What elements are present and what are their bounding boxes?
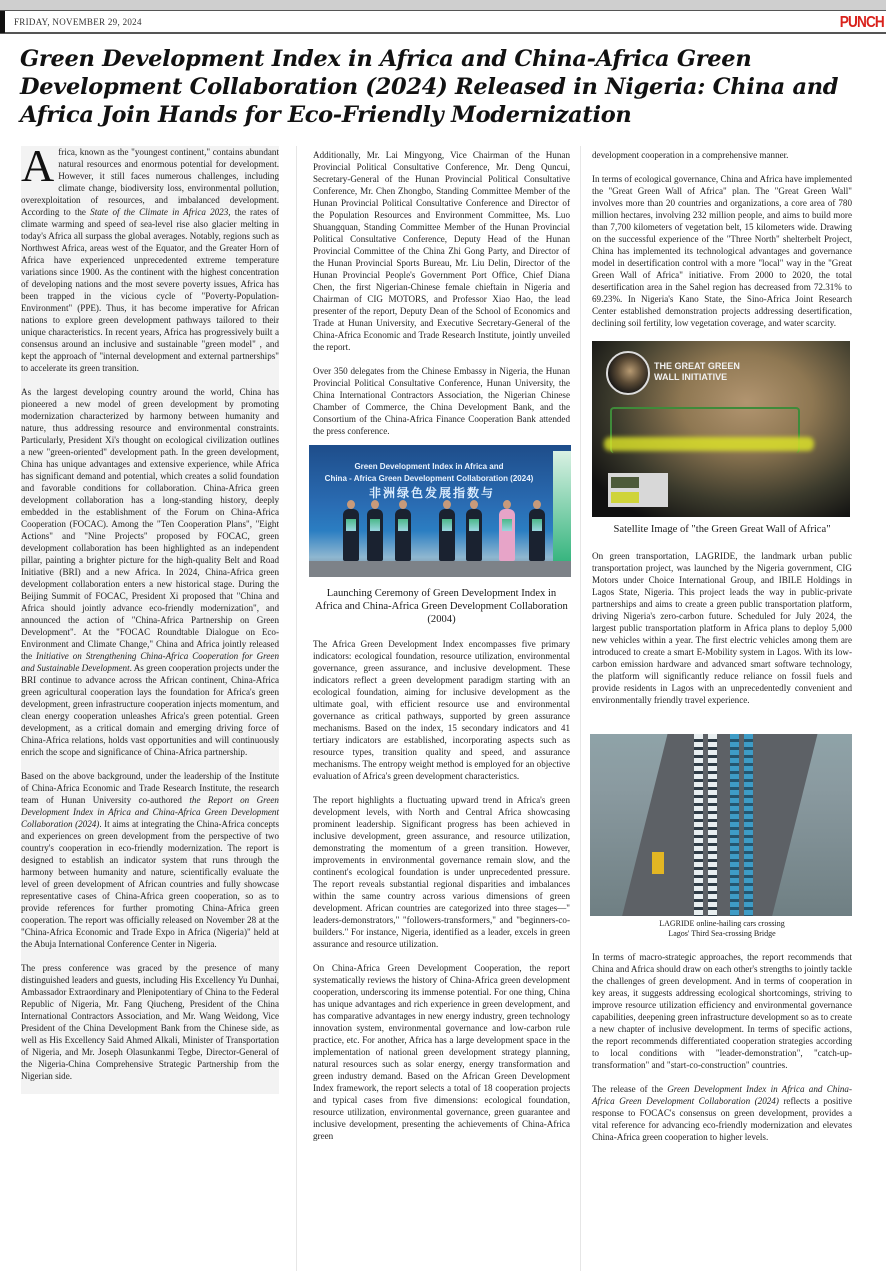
legend-swatch-focus [611,492,639,503]
map-title: THE GREAT GREEN WALL INITIATIVE [654,361,740,382]
paragraph: Based on the above background, under the leadership of the Institute of China-Africa Economic and Trade Research Institute, the research team of Hunan University co-authored the Report on Green Development Index in Africa and China-Africa Green Development Collaboration (2024). It aims at integrating the China-Africa concepts and experiences on green development from the perspective of two country's cooperation in eco-friendly modernization. The report is designed to establish an indicator system that runs through the harmony between humanity and nature, scientifically evaluate the level of green development of African countries and fully showcase representative cases of China-Africa green cooperation, so as to provide references for further promoting China-Africa green cooperation. The report was officially released on November 28 at the "China-Africa Economic and Trade Expo in Africa (Nigeria)" held at the Abuja International Conference Center in Nigeria. [21,771,279,949]
cited-title: State of the Climate in Africa 2023 [90,207,229,217]
globe-icon [606,351,650,395]
great-green-wall-map [592,341,850,517]
report-book [442,519,452,531]
car-lane [744,734,753,916]
bridge-road [618,734,820,916]
report-book [346,519,356,531]
person [499,509,515,561]
paragraph: Additionally, Mr. Lai Mingyong, Vice Chairman of the Hunan Provincial Political Consultative Conference, Mr. Deng Quncui, Secretary-General of the Hunan Provincial Political Consultative Conference, Mr. Chen Zhongbo, Standing Committee Member of the Hunan Provincial Political Consultative Conference and Director of the Population Resources and Environment Committee, Ms. Luo Shuangquan, Standing Committee Member of the Hunan Provincial Political Consultative Conference, Deputy Head of the Hunan Provincial Committee of the China Zhi Gong Party, and Director of the Hunan Provincial Sports Bureau, Mr. Liu Delin, Director of the Hunan Provincial People's Government Port Office, Chief Diana Chen, the first Nigerian-Chinese female chieftain in Nigeria and Chairman of CIG MOTORS, and Professor Xiao Hao, the lead presenter of the report, Deputy Dean of the School of Economics and Trade at Hunan University, and Executive Secretary-General of the China-Africa Economic and Trade Research Institute, jointly unveiled the report. [313,150,570,352]
paragraph: In terms of macro-strategic approaches, the report recommends that China and Africa should draw on each other's strengths to jointly tackle the challenges of green development. And in terms of cooperation in key areas, it suggests addressing ecological shortcomings, striving to improve resource utilization efficiency and environmental governance capabilities, deepening green infrastructure development so as to create a new chapter of inclusive development. In terms of specific actions, the report recommends differentiated cooperation strategies according to local conditions with "leader-demonstration", "catch-up-transformation" and "start-co-construction" countries. [592,952,852,1070]
person [466,509,482,561]
cited-title: the Report on Green Development Index in Africa and China-Africa Green Development Collaboration (2024) [21,795,279,829]
person [529,509,545,561]
photo-banner-text: Green Development Index in Africa and [354,462,504,471]
headline: Green Development Index in Africa and China-Africa Green Development Collaboration (2024) Released in Nigeria: China and Africa Join Hands for Eco-Friendly Modernization [20,46,839,128]
paragraph: On green transportation, LAGRIDE, the landmark urban public transportation project, was launched by the Nigeria government, CIG Motors under Choice International Group, and IBILE Holdings in Lagos State, Nigeria. This project leads the way in public-private partnerships and aims to create a green public transportation platform, driving Nigeria's zero-carbon future. Scheduled for July 2024, the largest public transportation platform in Africa plans to deploy 5,000 new vehicles within a year. The first electric vehicles among them are introduced to create a smart E-Mobility system in Lagos. With its low-carbon emission hardware and advanced smart software technology, the platform will significantly reduce reliance on fossil fuels and provide residents in Lagos with an unprecedentedly convenient and environmentally friendly travel experience. [592,551,852,705]
paragraph: The press conference was graced by the presence of many distinguished leaders and guests, including His Excellency Yu Dunhai, Ambassador Extraordinary and Plenipotentiary of China to the Federal Republic of Nigeria, Mr. Fang Qiucheng, President of the China International Contractors Association, and Mr. Wang Weidong, Vice President of the China Development Bank from the Chinese side, as well as His Excellency Said Ahmed Alkali, Minister of Transportation of Nigeria, and Mr. Joseph Olasunkanmi Tegbe, Director-General of the Nigeria-China Comprehensive Strategic Partnership from the Nigerian side. [21,963,279,1081]
map-caption: Satellite Image of "the Green Great Wall of Africa" [613,524,831,535]
bridge-caption: LAGRIDE online-hailing cars crossing Lagos' Third Sea-crossing Bridge [659,919,785,938]
column-divider [580,146,581,1271]
article-column-2 [313,149,570,1154]
article-column-3 [592,149,852,1155]
paragraph: The release of the Green Development Index in Africa and China-Africa Green Development Collaboration (2024) reflects a positive response to FOCAC's consensus on green development, provides a vital reference for advancing eco-friendly modernization and elevates China-Africa green cooperation to higher levels. [592,1084,852,1142]
paragraph-intro: Africa, known as the "youngest continent," contains abundant natural resources and enormous potential for development. However, it still faces numerous challenges, including climate change, biodiversity loss, environmental pollution, overexploitation of resources, and imbalanced development. According to the State of the Climate in Africa 2023, the rates of climate warming and speed of sea-level rise also glacier melting in today's Africa all surpass the global averages. Notably, regions such as Northwest Africa, areas west of the Equator, and the Greater Horn of Africa have experienced unprecedented extreme temperature variations since 1900. As the continent with the highest concentration of developing nations and the most severe poverty issues, Africa has been trapped in the vicious cycle of "Poverty-Population-Environment" (PPE). Thus, it has become imperative for African nations to explore green development pathways tailored to their unique characteristics. In recent years, Africa has progressively built a consensus around an inclusive and sustainable "green model" , and kept the approach of "internal development and external partnerships" to accelerate its green transition. [21,140,279,373]
person [343,509,359,561]
cited-title: Green Development Index in Africa and China-Africa Green Development Collaboration (2024) [592,1084,852,1106]
article-column-1 [21,140,279,1094]
paragraph: In terms of ecological governance, China and Africa have implemented the "Great Green Wall of Africa" plan. The "Great Green Wall" involves more than 20 countries and organizations, a core area of 780 million hectares, involving 232 million people, and aims to build more than 7,700 kilometers of vegetation belt, 15 kilometers wide. Drawing on the successful experience of the "Three North" shelterbelt Project, China has implemented its technological advantages and governance model in desertification control with a more "local" way in the "Great Green Wall of Africa" initiative. From 2000 to 2020, the total desertification area in the Sahel region has decreased from 72.31% to 69.23%. In Nigeria's Kano State, the Sino-Africa Joint Research Center established demonstration projects addressing desertification, declining soil fertility, low vegetation coverage, and water scarcity. [592,174,852,328]
column-divider [296,146,297,1271]
paragraph: The Africa Green Development Index encompasses five primary indicators: ecological foundation, resource utilization, environmental governance, green assurance, and inclusive development. These indicators reflect a green development paradigm starting with an ecological foundation, aiming for inclusive development as the ultimate goal, with efficient resource use and environmental governance as critical pathways, supported by green assurance mechanisms. Based on the index, 15 secondary indicators and 41 tertiary indicators are established, incorporating aspects such as resource types, transition quality and speed, and assurance mechanisms. The entropy weight method is employed for an objective evaluation of Africa's green development characteristics. [313,639,570,781]
launch-ceremony-photo [309,445,571,577]
person [395,509,411,561]
photo-banner-text: China - Africa Green Development Collaboration (2024) [324,474,534,483]
page-top-edge [0,0,886,10]
report-book [532,519,542,531]
map-legend [608,473,668,507]
report-book [370,519,380,531]
photo-banner-chinese: 非洲绿色发展指数与 [369,486,496,500]
sahel-focus-band [604,437,814,451]
yellow-bus [652,852,664,874]
legend-swatch-countries [611,477,639,488]
lagride-bridge-photo [590,734,852,916]
person [367,509,383,561]
paragraph: As the largest developing country around the world, China has pioneered a new model of green development by promoting modernization characterized by harmony between humanity and nature, thus addressing resource and environmental constraints. Particularly, President Xi's thought on ecological civilization outlines a new "green-oriented" development path. In the green development, China has unique advantages and extensive experience, while Africa has significant demand and potential, which creates a solid foundation and favorable conditions for collaboration. China-Africa green development collaboration has a long-standing history, deeply embedded in the establishment of the Forum on China-Africa Cooperation (FOCAC). Among the "Ten Cooperation Plans", "Eight Actions" and "Nine Projects" proposed by FOCAC, green development collaboration has been highlighted as an independent pillar, painting a brighter picture for the high-quality Belt and Road Initiative (BRI) and a new Africa. In 2024, China-Africa green development collaboration enters a new historical stage. During the Beijing Summit of FOCAC, President Xi proposed that "China and Africa should jointly advance eco-friendly modernization", and announced the action of "China-Africa Partnership on Green Development". At the "FOCAC Roundtable Dialogue on Eco-Environment and Climate Change," China and Africa jointly released the Initiative on Strengthening China-Africa Cooperation for Green and Sustainable Development. As green cooperation projects under the BRI continue to advance across the African continent, China-Africa green agricultural cooperation lays the foundation for Africa's green development, green infrastructure cooperation injects momentum, and clean energy cooperation unleashes Africa's green potential. Green development, as a critical domain and emerging driving force of China-Africa relations, holds vast opportunities and will continuously enrich the scope and significance of China-Africa partnership. [21,387,279,757]
cited-title: Initiative on Strengthening China-Africa Cooperation for Green and Sustainable Development [21,651,279,673]
car-lane [694,734,703,916]
paragraph: Over 350 delegates from the Chinese Embassy in Nigeria, the Hunan Provincial Political Consultative Conference, Hunan University, the China International Contractors Association, the Nigerian Chinese Chamber of Commerce, the China Development Bank, and the Consortium of the China-Africa Finance Cooperation Bank attended the press conference. [313,366,570,436]
report-book [398,519,408,531]
report-book [469,519,479,531]
paragraph: development cooperation in a comprehensive manner. [592,150,789,160]
dateline: FRIDAY, NOVEMBER 29, 2024 [14,16,142,27]
page-marker [0,11,5,33]
person [439,509,455,561]
stage-panel [553,451,571,567]
masthead [0,10,886,34]
paragraph: On China-Africa Green Development Cooperation, the report systematically reviews the history of China-Africa green development cooperation, underscoring its immense potential. For one thing, China has unique advantages and rich experience in green development, and has comparative advantages in new energy industry, green technology innovation system, environmental governance and low-carbon rule practice, etc. For another, Africa has a large development space in the implementation of national green development strategy planning, natural resources such as solar energy, energy transformation and green industry demand. Based on the African Green Development Index framework, the report selects a total of 18 cooperation projects and typical cases from five dimensions: ecological foundation, resource utilization, environmental governance, green guarantee and inclusive development, presenting the achievements of China-Africa green [313,963,570,1141]
car-lane [730,734,739,916]
drop-cap: A [21,140,55,191]
paragraph: The report highlights a fluctuating upward trend in Africa's green development levels, with North and Central Africa showcasing prominent leadership. Significant progress has been achieved in inclusive development, green assurance, and resource utilization, demonstrating the momentum of a green transition. However, improvements in environmental governance remain slow, and the continent's ecological foundation is under unprecedented pressure. The report reveals substantial regional disparities and imbalances within the same country across various dimensions of green development. African countries are categorized into three stages—" leaders-demonstrators," "followers-transformers," and "beginners-co-builders." For instance, Nigeria, identified as a leader, excels in green assurance and resource utilization. [313,795,570,949]
photo-caption: Launching Ceremony of Green Development Index in Africa and China-Africa Green Development Collaboration (2004) [315,588,568,625]
stage-floor [309,561,571,577]
report-book [502,519,512,531]
punch-logo: PUNCH [839,14,884,31]
car-lane [708,734,717,916]
